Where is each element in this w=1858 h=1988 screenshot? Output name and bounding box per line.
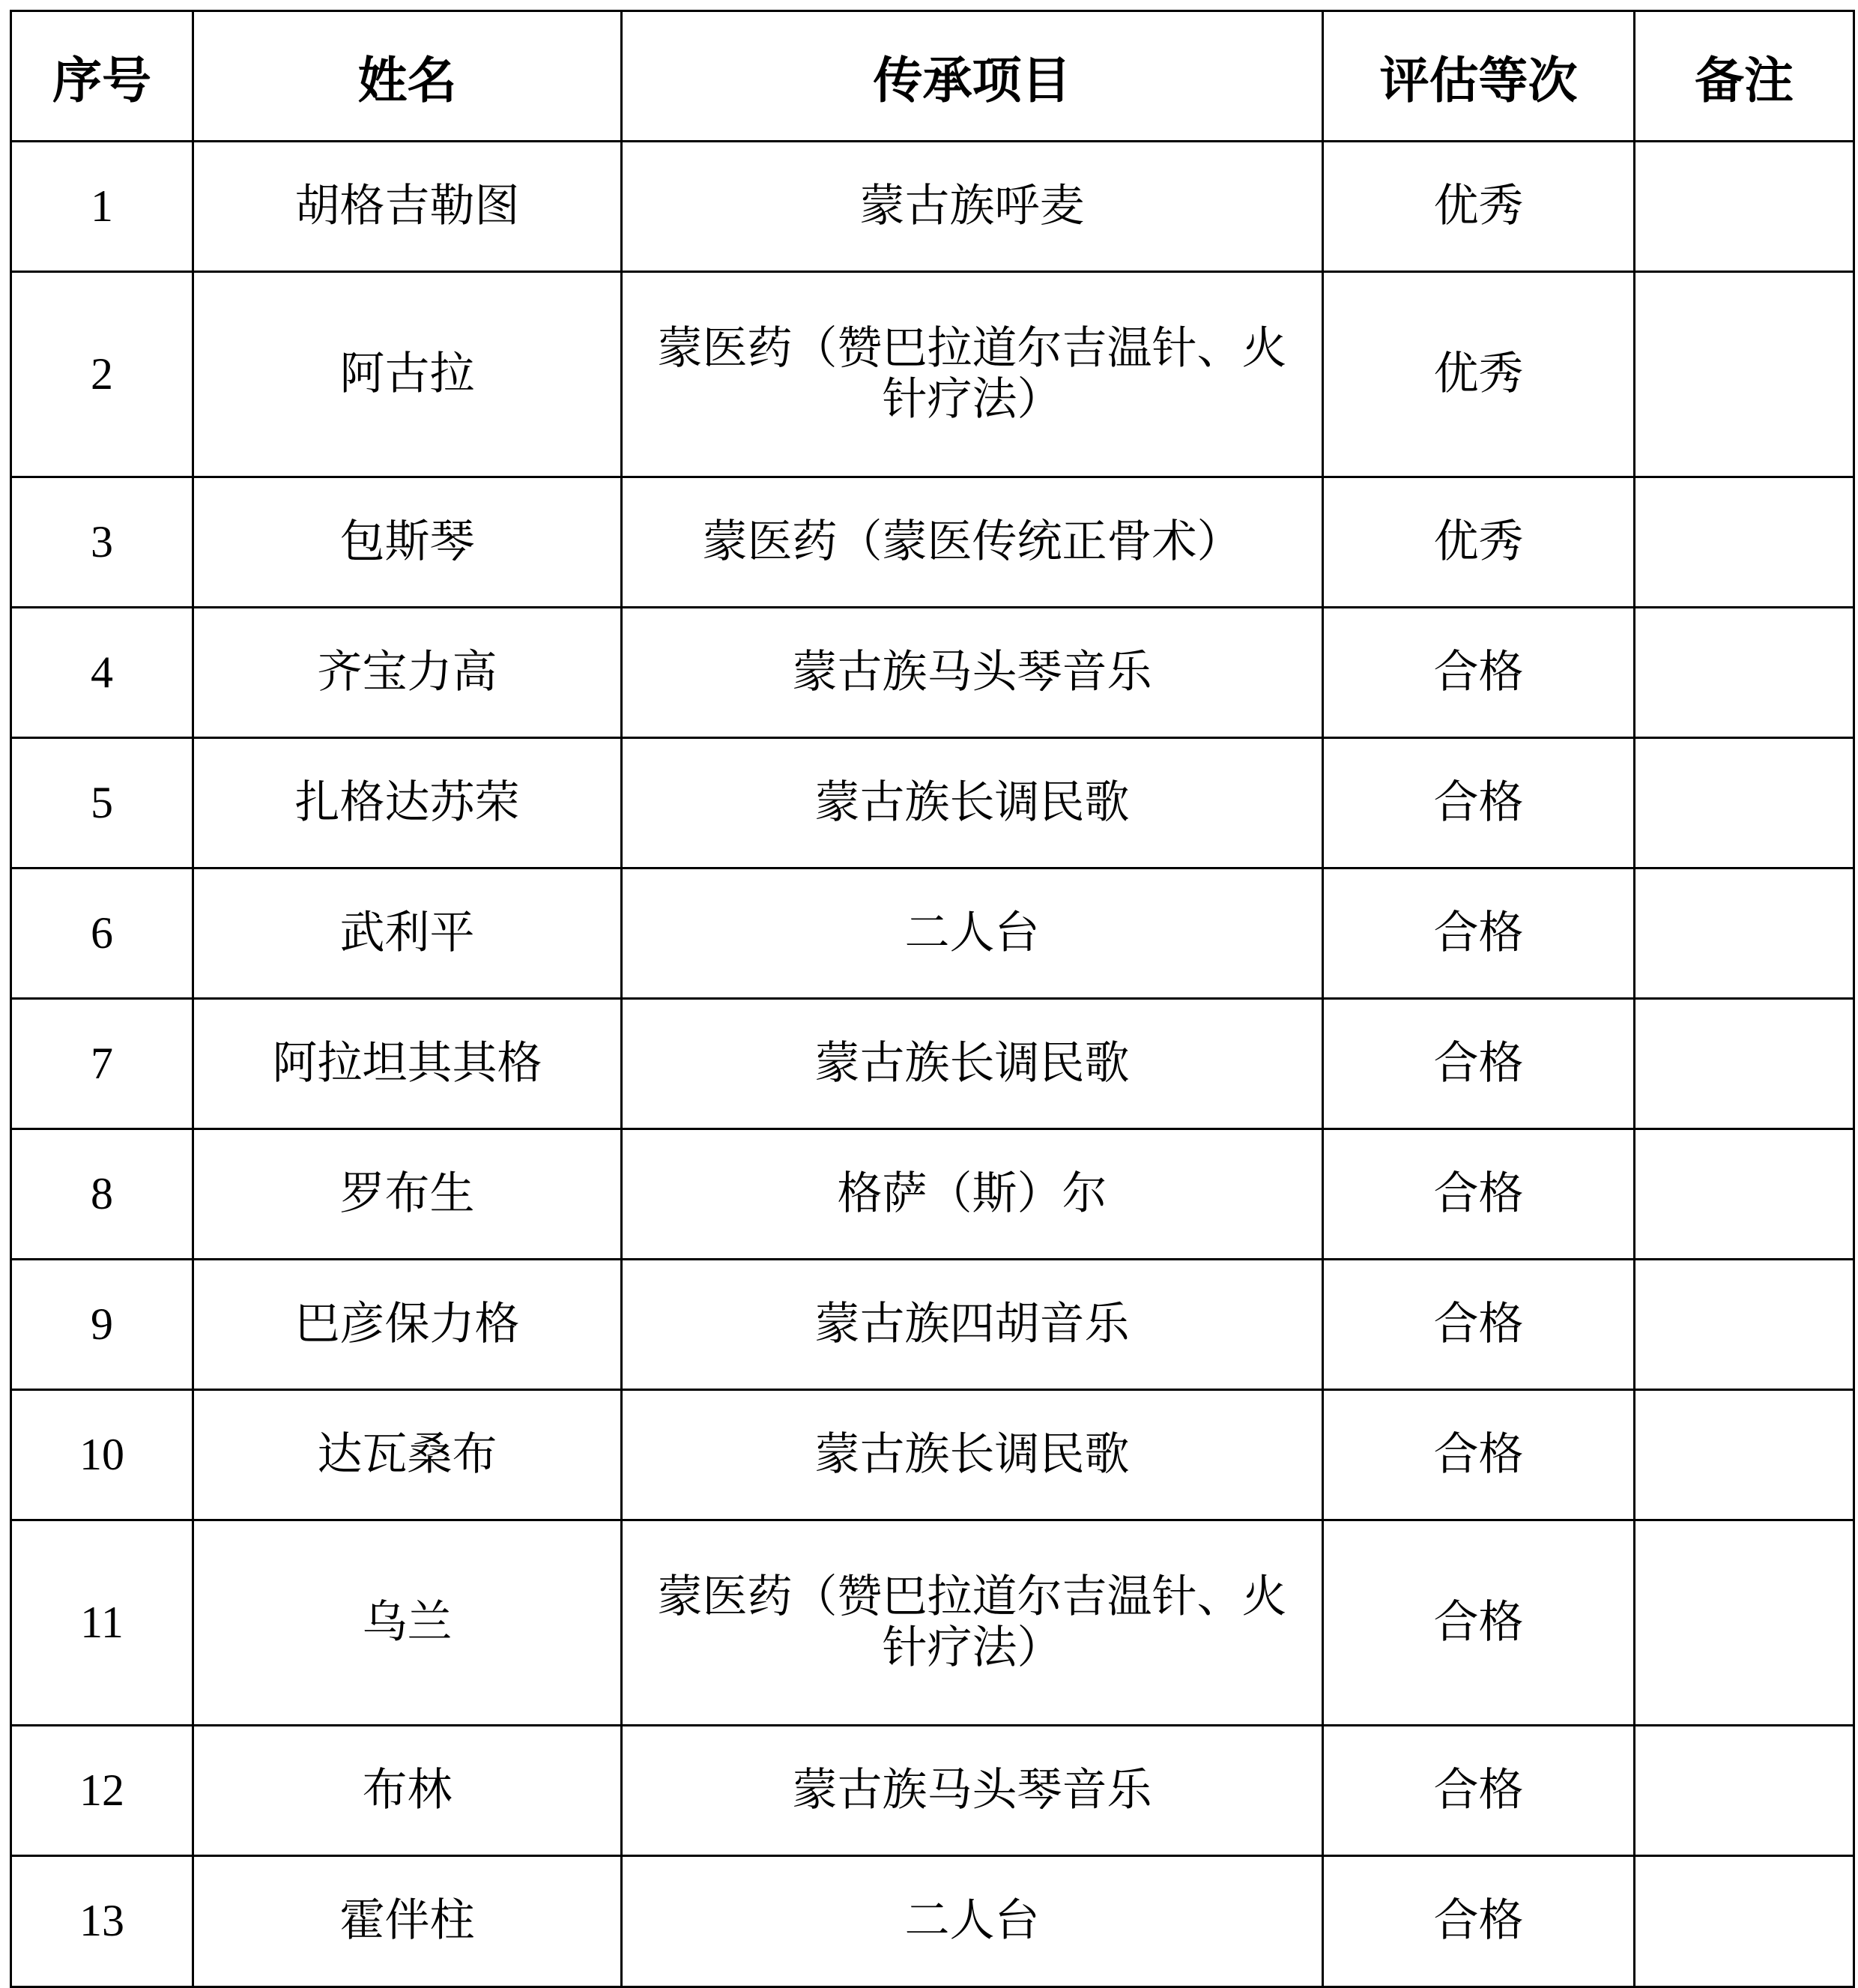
- table-row: [11, 608, 1854, 738]
- cell-item: 蒙古族呼麦: [622, 142, 1323, 272]
- cell-note: [1635, 868, 1854, 999]
- cell-grade: 合格: [1323, 868, 1635, 999]
- cell-name: 霍伴柱: [193, 1856, 622, 1987]
- cell-name: 包斯琴: [193, 477, 622, 608]
- cell-name: 扎格达苏荣: [193, 738, 622, 868]
- header-item: 传承项目: [622, 11, 1323, 142]
- cell-note: [1635, 1520, 1854, 1726]
- cell-item: 蒙古族长调民歌: [622, 738, 1323, 868]
- cell-name: 乌兰: [193, 1520, 622, 1726]
- cell-grade: 合格: [1323, 1260, 1635, 1390]
- table-row: [11, 142, 1854, 272]
- cell-name: 罗布生: [193, 1129, 622, 1260]
- cell-no: 6: [11, 868, 193, 999]
- table-row: [11, 738, 1854, 868]
- cell-grade: 合格: [1323, 1856, 1635, 1987]
- table-row: [11, 1260, 1854, 1390]
- cell-grade: 优秀: [1323, 272, 1635, 477]
- cell-name: 武利平: [193, 868, 622, 999]
- cell-note: [1635, 1856, 1854, 1987]
- cell-note: [1635, 1390, 1854, 1520]
- cell-name: 巴彦保力格: [193, 1260, 622, 1390]
- cell-grade: 合格: [1323, 999, 1635, 1129]
- cell-name: 齐宝力高: [193, 608, 622, 738]
- table-row: [11, 477, 1854, 608]
- cell-name: 胡格吉勒图: [193, 142, 622, 272]
- cell-name: 达瓦桑布: [193, 1390, 622, 1520]
- cell-name: 布林: [193, 1726, 622, 1856]
- cell-note: [1635, 1129, 1854, 1260]
- cell-item: 蒙古族长调民歌: [622, 1390, 1323, 1520]
- cell-note: [1635, 999, 1854, 1129]
- cell-note: [1635, 272, 1854, 477]
- table-row: [11, 1390, 1854, 1520]
- header-no: 序号: [11, 11, 193, 142]
- cell-name: 阿古拉: [193, 272, 622, 477]
- table-row: [11, 1129, 1854, 1260]
- cell-note: [1635, 477, 1854, 608]
- cell-item: 二人台: [622, 1856, 1323, 1987]
- cell-grade: 优秀: [1323, 477, 1635, 608]
- header-name: 姓名: [193, 11, 622, 142]
- cell-item: 格萨（斯）尔: [622, 1129, 1323, 1260]
- cell-grade: 合格: [1323, 1129, 1635, 1260]
- cell-grade: 合格: [1323, 1520, 1635, 1726]
- header-note: 备注: [1635, 11, 1854, 142]
- cell-note: [1635, 738, 1854, 868]
- cell-item: 蒙古族马头琴音乐: [622, 1726, 1323, 1856]
- cell-grade: 合格: [1323, 1390, 1635, 1520]
- cell-item: 蒙医药（赞巴拉道尔吉温针、火针疗法）: [622, 272, 1323, 477]
- cell-no: 1: [11, 142, 193, 272]
- cell-no: 5: [11, 738, 193, 868]
- cell-no: 4: [11, 608, 193, 738]
- cell-no: 11: [11, 1520, 193, 1726]
- cell-note: [1635, 608, 1854, 738]
- cell-no: 13: [11, 1856, 193, 1987]
- header-grade: 评估等次: [1323, 11, 1635, 142]
- cell-name: 阿拉坦其其格: [193, 999, 622, 1129]
- table-row: [11, 868, 1854, 999]
- cell-grade: 合格: [1323, 1726, 1635, 1856]
- cell-item: 蒙古族四胡音乐: [622, 1260, 1323, 1390]
- cell-grade: 优秀: [1323, 142, 1635, 272]
- cell-no: 9: [11, 1260, 193, 1390]
- cell-note: [1635, 142, 1854, 272]
- table-row: [11, 1726, 1854, 1856]
- cell-grade: 合格: [1323, 608, 1635, 738]
- cell-item: 二人台: [622, 868, 1323, 999]
- cell-no: 10: [11, 1390, 193, 1520]
- header-row: [11, 11, 1854, 142]
- table-row: [11, 999, 1854, 1129]
- cell-note: [1635, 1260, 1854, 1390]
- cell-item: 蒙古族马头琴音乐: [622, 608, 1323, 738]
- cell-item: 蒙古族长调民歌: [622, 999, 1323, 1129]
- cell-no: 12: [11, 1726, 193, 1856]
- table-row: [11, 1856, 1854, 1987]
- cell-grade: 合格: [1323, 738, 1635, 868]
- cell-no: 3: [11, 477, 193, 608]
- table-row: [11, 272, 1854, 477]
- cell-no: 2: [11, 272, 193, 477]
- cell-no: 8: [11, 1129, 193, 1260]
- cell-note: [1635, 1726, 1854, 1856]
- cell-no: 7: [11, 999, 193, 1129]
- cell-item: 蒙医药（蒙医传统正骨术）: [622, 477, 1323, 608]
- cell-item: 蒙医药（赞巴拉道尔吉温针、火针疗法）: [622, 1520, 1323, 1726]
- table-row: [11, 1520, 1854, 1726]
- heritage-table: [10, 10, 1855, 1988]
